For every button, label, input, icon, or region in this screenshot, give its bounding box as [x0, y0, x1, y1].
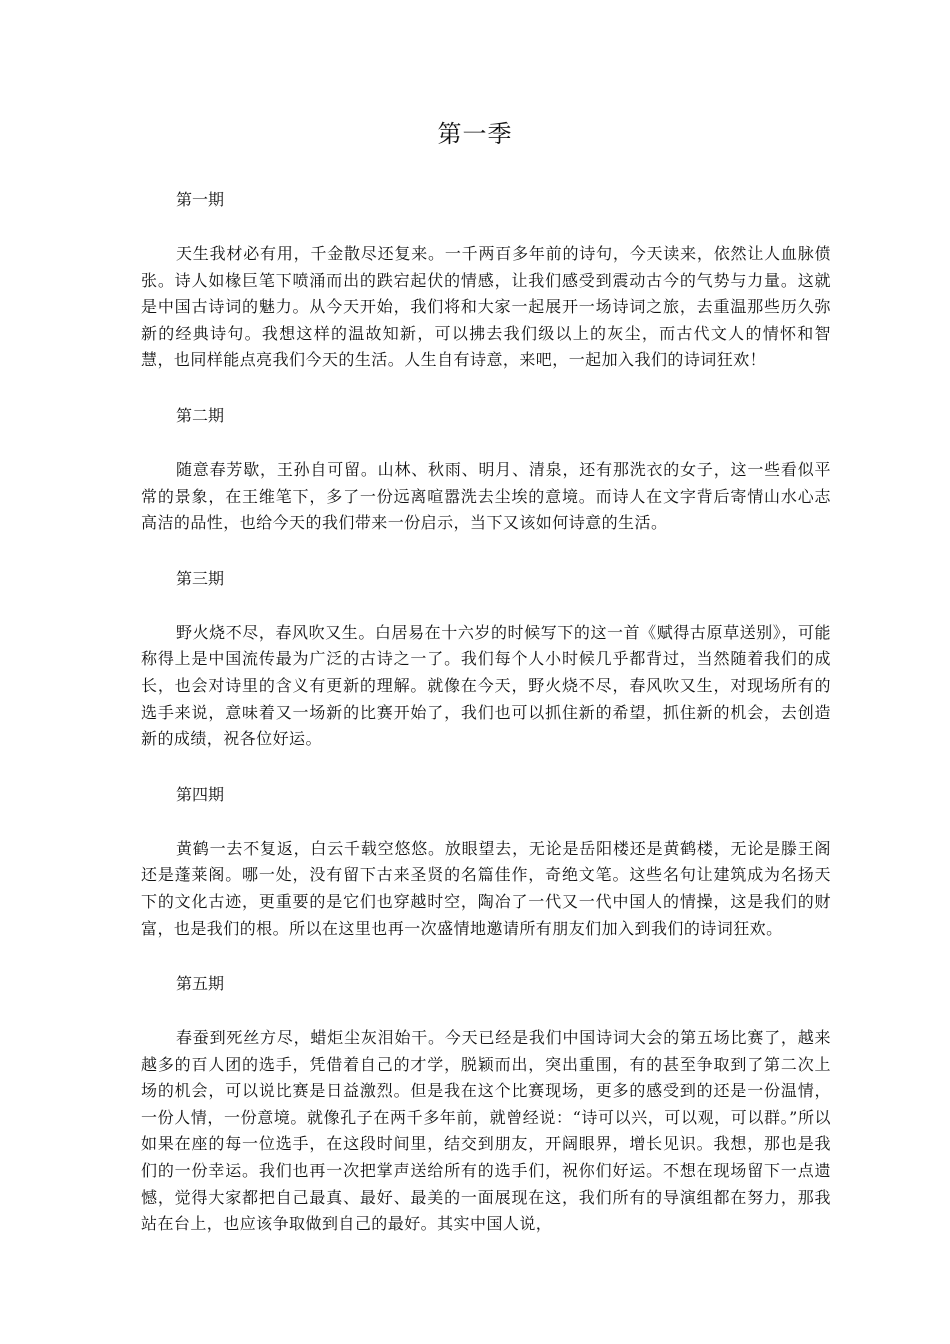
section-heading: 第四期 — [176, 784, 225, 804]
section-paragraph: 春蚕到死丝方尽，蜡炬尘灰泪始干。今天已经是我们中国诗词大会的第五场比赛了，越来越多的百人团的选手，凭借着自己的才学，脱颖而出，突出重围，有的甚至争取到了第二次上场的机会，可以说比赛是日益激烈。但是我在这个比赛现场，更多的感受到的还是一份温情，一份人情，一份意境。就像孔子在两千多年前，就曾经说：“诗可以兴，可以观，可以群。”所以如果在座的每一位选手，在这段时间里，结交到朋友，开阔眼界，增长见识。我想，那也是我们的一份幸运。我们也再一次把掌声送给所有的选手们，祝你们好运。不想在现场留下一点遗憾，觉得大家都把自己最真、最好、最美的一面展现在这，我们所有的导演组都在努力，那我站在台上，也应该争取做到自己的最好。其实中国人说， — [141, 1028, 831, 1234]
section-4 — [141, 781, 831, 942]
section-heading: 第一期 — [176, 190, 225, 209]
section-1 — [141, 186, 831, 374]
document-body — [141, 186, 831, 1266]
section-5 — [141, 970, 831, 1238]
section-heading: 第三期 — [176, 568, 225, 588]
section-paragraph: 野火烧不尽，春风吹又生。白居易在十六岁的时候写下的这一首《赋得古原草送别》，可能称得上是中国流传最为广泛的古诗之一了。我们每个人小时候几乎都背过，当然随着我们的成长，也会对诗里的含义有更新的理解。就像在今天，野火烧不尽，春风吹又生，对现场所有的选手来说，意味着又一场新的比赛开始了，我们也可以抓住新的希望，抓住新的机会，去创造新的成绩，祝各位好运。 — [141, 622, 831, 749]
section-heading: 第二期 — [176, 405, 225, 425]
page-title: 第一季 — [437, 120, 513, 148]
section-paragraph: 天生我材必有用，千金散尽还复来。一千两百多年前的诗句，今天读来，依然让人血脉偾张。诗人如椽巨笔下喷涌而出的跌宕起伏的情感，让我们感受到震动古今的气势与力量。这就是中国古诗词的魅力。从今天开始，我们将和大家一起展开一场诗词之旅，去重温那些历久弥新的经典诗句。我想这样的温故知新，可以拂去我们级以上的灰尘，而古代文人的情怀和智慧，也同样能点亮我们今天的生活。人生自有诗意，来吧，一起加入我们的诗词狂欢！ — [141, 244, 831, 370]
section-3 — [141, 565, 831, 753]
section-paragraph: 黄鹤一去不复返，白云千载空悠悠。放眼望去，无论是岳阳楼还是黄鹤楼，无论是滕王阁还是蓬莱阁。哪一处，没有留下古来圣贤的名篇佳作，奇绝文笔。这些名句让建筑成为名扬天下的文化古迹，更重要的是它们也穿越时空，陶冶了一代又一代中国人的情操，这是我们的财富，也是我们的根。所以在这里也再一次盛情地邀请所有朋友们加入到我们的诗词狂欢。 — [141, 838, 831, 938]
section-paragraph: 随意春芳歇，王孙自可留。山林、秋雨、明月、清泉，还有那洗衣的女子，这一些看似平常的景象，在王维笔下，多了一份远离喧嚣洗去尘埃的意境。而诗人在文字背后寄情山水心志高洁的品性，也给今天的我们带来一份启示，当下又该如何诗意的生活。 — [141, 459, 831, 533]
section-heading: 第五期 — [176, 974, 225, 994]
section-2 — [141, 402, 831, 537]
